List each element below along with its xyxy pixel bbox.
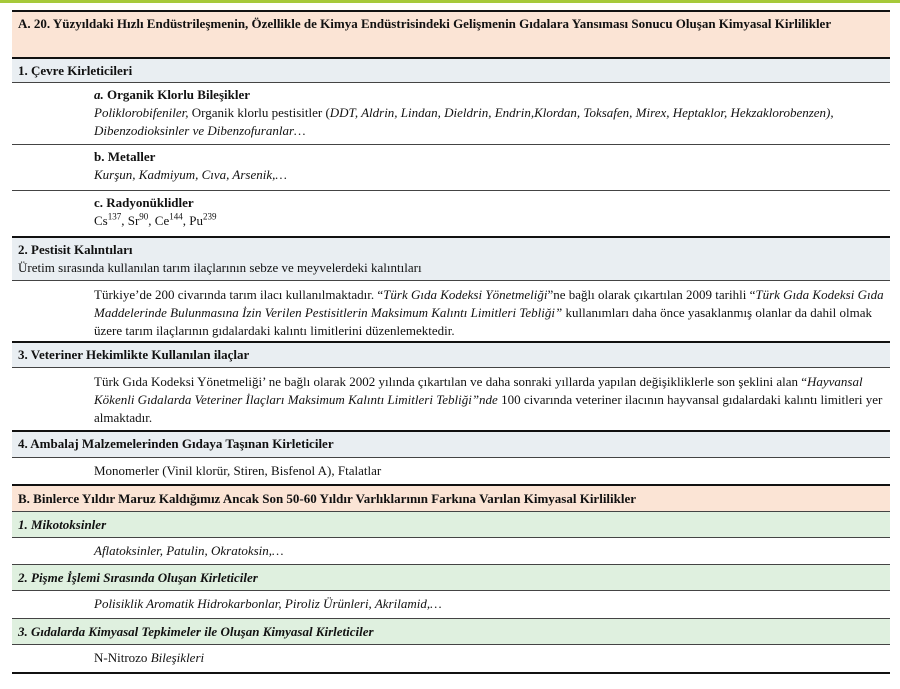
pesticide-list-text: DDT, Aldrin, Lindan, Dieldrin, Endrin,Klordan, Toksafen, Mirex, Heptaklor, Hekzaklorobenzen), Dibenzodioksinler ve Dibenzofuranlar… xyxy=(94,105,834,138)
section-a-title xyxy=(12,12,890,59)
organic-chlorine-title-text: Organik Klorlu Bileşikler xyxy=(107,87,251,102)
cs-label: Cs xyxy=(94,213,108,228)
metals-block xyxy=(12,145,890,191)
packaging-text: Monomerler (Vinil klorür, Stiren, Bisfenol A), Ftalatlar xyxy=(94,463,382,478)
vet-p3: 100 civarında veteriner ilacının hayvansal gıdalardaki kalıntı limitleri yer almaktadır. xyxy=(94,392,883,425)
pest-p3: ”ne bağlı olarak çıkartılan 2009 tarihli “ xyxy=(547,287,756,302)
cooking-row xyxy=(12,591,890,619)
ce-label: , Ce xyxy=(148,213,170,228)
metals-list: Kurşun, Kadmiyum, Cıva, Arsenik,… xyxy=(94,167,287,182)
organic-chlorine-title xyxy=(94,86,884,104)
heading-reactions xyxy=(12,619,890,645)
organic-chlorine-letter: a. xyxy=(94,87,104,102)
packaging-text-row xyxy=(12,458,890,486)
pu-label: , Pu xyxy=(182,213,203,228)
pest-p5: kullanımları daha önce yasaklanmış olanlar da dahil olmak üzere tarım ilaçlarının gıdalardaki kalıntı limitlerini düzenlemektedir. xyxy=(94,305,872,338)
metals-title: b. Metaller xyxy=(94,149,156,164)
heading-pesticides-text: 2. Pestisit Kalıntıları xyxy=(18,242,133,257)
top-accent-line xyxy=(0,0,900,3)
pesticides-subtitle: Üretim sırasında kullanılan tarım ilaçlarının sebze ve meyvelerdeki kalıntıları xyxy=(18,260,422,275)
radionuclides-block xyxy=(12,191,890,238)
contaminants-table xyxy=(12,10,890,674)
radionuclides-list xyxy=(94,212,884,230)
pesticides-paragraph xyxy=(12,281,890,343)
heading-veterinary-text: 3. Veteriner Hekimlikte Kullanılan ilaçlar xyxy=(18,347,250,362)
vet-p2: Hayvansal Kökenli Gıdalarda Veteriner İlaçları Maksimum Kalıntı Limitleri Tebliği”nde xyxy=(94,374,863,407)
veterinary-paragraph xyxy=(12,368,890,432)
heading-cooking-text: 2. Pişme İşlemi Sırasında Oluşan Kirleticiler xyxy=(18,570,258,585)
vet-p1: Türk Gıda Kodeksi Yönetmeliği’ ne bağlı olarak 2002 yılında çıkartılan ve daha sonraki yıllarda yapılan değişikliklerle son şeklini alan “ xyxy=(94,374,807,389)
pest-p1: Türkiye’de 200 civarında tarım ilacı kullanılmaktadır. “ xyxy=(94,287,384,302)
organic-chlorine-block xyxy=(12,83,890,145)
pest-p4: Türk Gıda Kodeksi Gıda Maddelerinde Bulunmasına İzin Verilen Pestisitlerin Maksimum Kalıntı Limitleri Tebliği” xyxy=(94,287,884,320)
heading-reactions-text: 3. Gıdalarda Kimyasal Tepkimeler ile Oluşan Kimyasal Kirleticiler xyxy=(18,624,374,639)
section-a-title-text: A. 20. Yüzyıldaki Hızlı Endüstrileşmenin, Özellikle de Kimya Endüstrisindeki Gelişmenin Gıdalara Yansıması Sonucu Oluşan Kimyasal Kirlilikler xyxy=(18,16,832,31)
sr-label: , Sr xyxy=(121,213,140,228)
organic-chlorine-desc xyxy=(94,104,884,140)
pesticide-lead-text: Organik klorlu pestisitler ( xyxy=(188,105,330,120)
nitroso-text: N-Nitrozo xyxy=(94,650,148,665)
cs-mass: 137 xyxy=(107,211,122,222)
heading-packaging-text: 4. Ambalaj Malzemelerinden Gıdaya Taşınan Kirleticiler xyxy=(18,436,334,451)
pu-mass: 239 xyxy=(202,211,217,222)
heading-cooking xyxy=(12,565,890,591)
sr-mass: 90 xyxy=(139,211,149,222)
radionuclides-title: c. Radyonüklidler xyxy=(94,195,194,210)
heading-veterinary xyxy=(12,343,890,368)
heading-mycotoxins-text: 1. Mikotoksinler xyxy=(18,517,107,532)
heading-mycotoxins xyxy=(12,512,890,538)
heading-packaging xyxy=(12,432,890,458)
heading-pesticides xyxy=(12,238,890,281)
nitroso-italic-text: Bileşikleri xyxy=(147,650,205,665)
section-b-title xyxy=(12,486,890,512)
section-b-title-text: B. Binlerce Yıldır Maruz Kaldığımız Ancak Son 50-60 Yıldır Varlıklarının Farkına Varılan Kimyasal Kirlilikler xyxy=(18,491,637,506)
pcb-text: Poliklorobifeniler, xyxy=(94,105,189,120)
cooking-text: Polisiklik Aromatik Hidrokarbonlar, Piroliz Ürünleri, Akrilamid,… xyxy=(94,596,442,611)
heading-environment-text: 1. Çevre Kirleticileri xyxy=(18,63,133,78)
mycotoxins-row xyxy=(12,538,890,565)
mycotoxins-text: Aflatoksinler, Patulin, Okratoksin,… xyxy=(94,543,284,558)
reactions-row xyxy=(12,645,890,674)
pest-p2: Türk Gıda Kodeksi Yönetmeliği xyxy=(383,287,548,302)
ce-mass: 144 xyxy=(169,211,183,222)
heading-environment xyxy=(12,59,890,83)
